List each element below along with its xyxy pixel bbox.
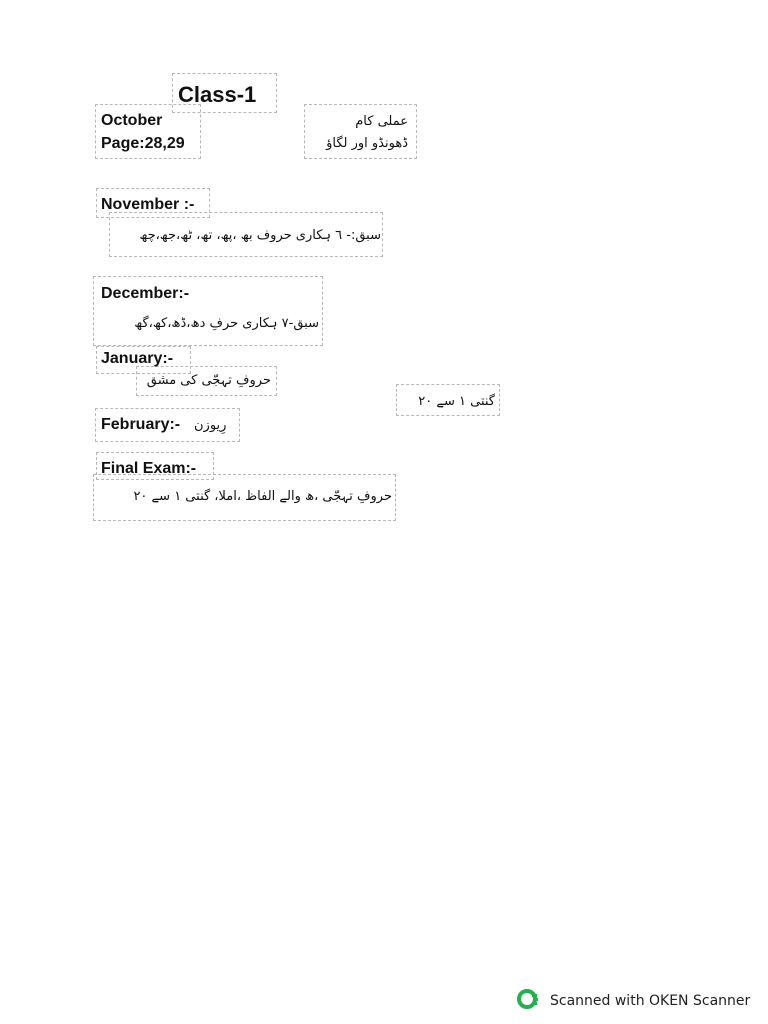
practical-line1: عملی کام — [355, 114, 408, 129]
december-heading: December:- — [101, 285, 190, 302]
january-heading: January:- — [101, 350, 174, 367]
practical-line2: ڈھونڈو اور لگاؤ — [326, 136, 408, 151]
scanner-footer — [516, 990, 750, 1012]
footer-text: Scanned with OKEN Scanner — [550, 993, 751, 1009]
final-exam-heading: Final Exam:- — [101, 460, 197, 477]
december-text: سبق-۷ ہکاری حرفِ دھ،ڈھ،کھ،گھ — [134, 316, 319, 331]
oken-logo-icon — [516, 988, 542, 1015]
page-title: Class-1 — [178, 82, 257, 107]
counting-text: گنتی ۱ سے ۲۰ — [418, 394, 495, 409]
october-page: Page:28,29 — [101, 135, 185, 152]
final-exam-text: حروفِ تہجّی ،ھ والے الفاظ ،املا، گنتی ۱ سے ۲۰ — [133, 489, 392, 504]
february-text: رِیوزن — [194, 418, 227, 433]
january-text: حروفِ تہجّی کی مشق — [146, 373, 271, 388]
october-heading: October — [101, 112, 163, 129]
november-heading: November :- — [101, 196, 195, 213]
november-text: سبق:- ٦ ہکاری حروف بھ ،پھ، تھ، ٹھ،جھ،چھ — [139, 228, 381, 243]
february-heading: February:- — [101, 416, 181, 433]
